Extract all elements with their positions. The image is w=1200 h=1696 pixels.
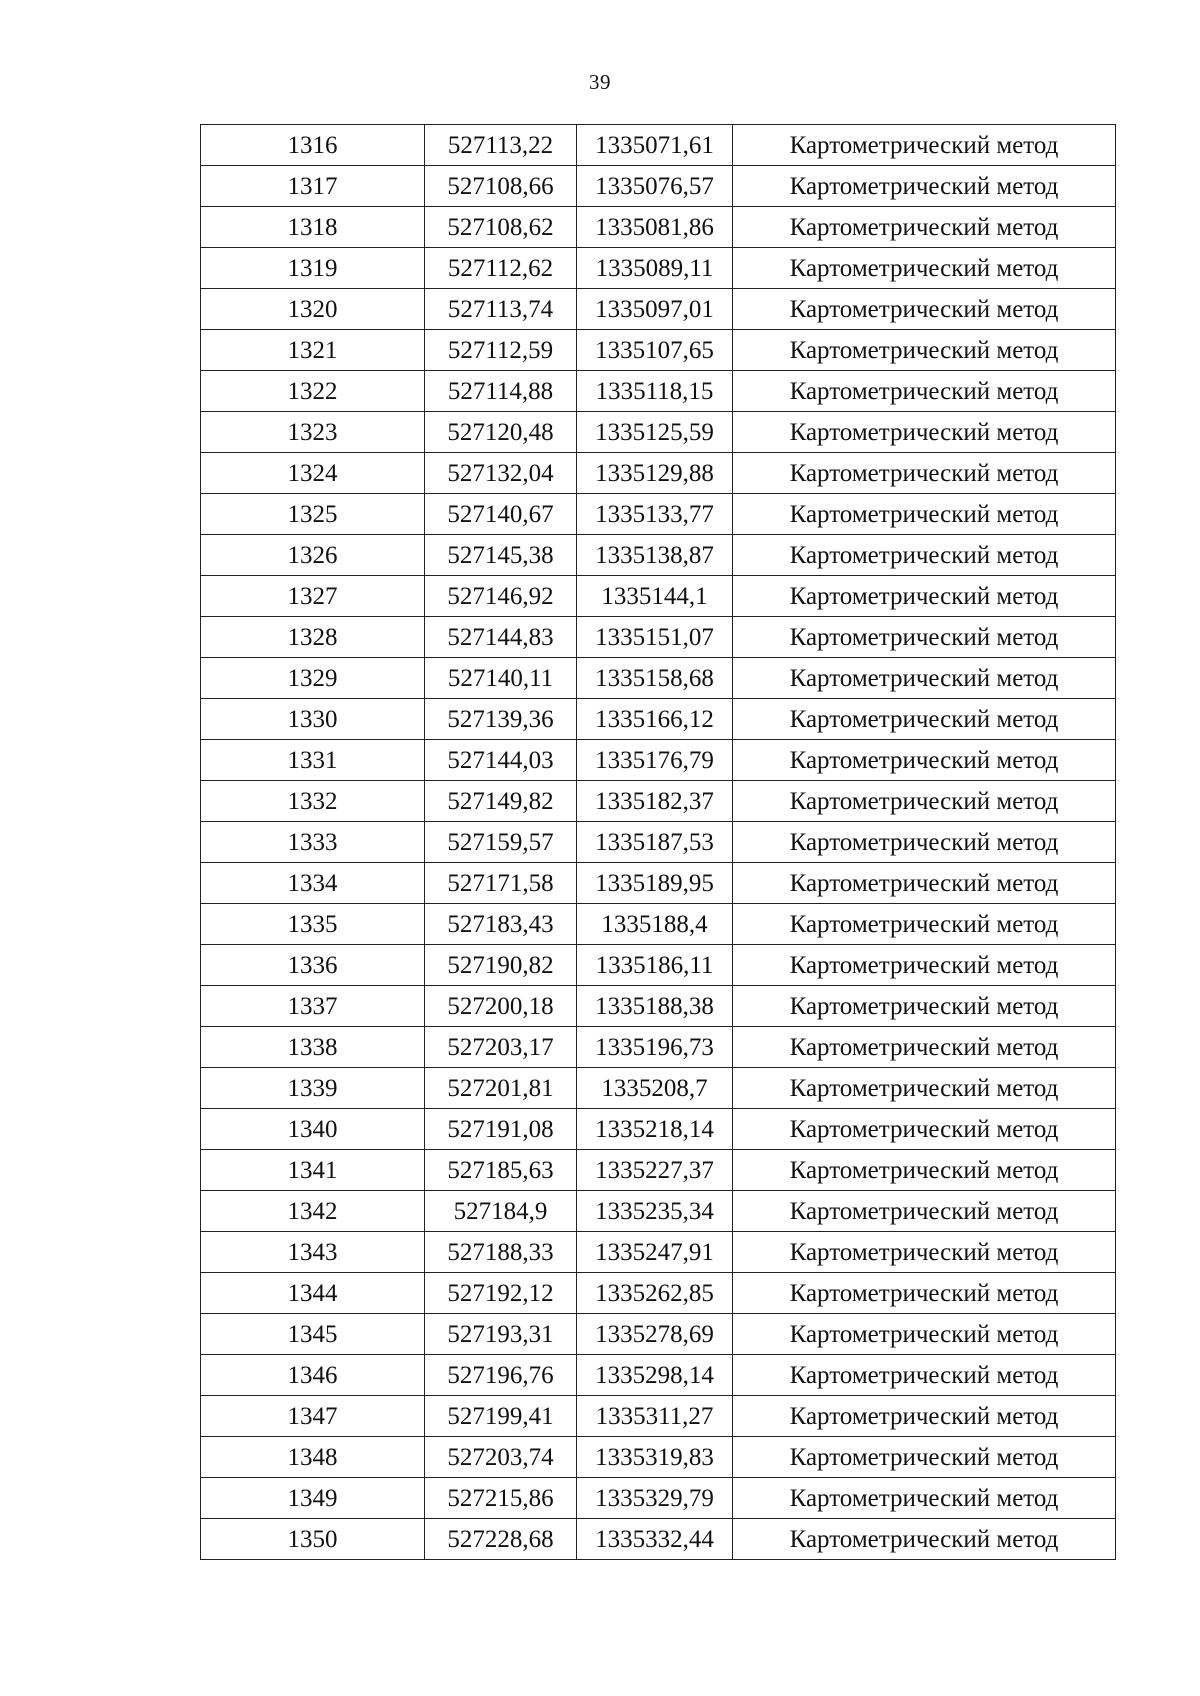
y-coordinate-cell: 1335182,37	[577, 781, 733, 822]
y-coordinate-cell: 1335151,07	[577, 617, 733, 658]
y-coordinate-cell: 1335262,85	[577, 1273, 733, 1314]
point-number-cell: 1347	[201, 1396, 425, 1437]
table-row	[201, 822, 1116, 863]
x-coordinate-cell: 527191,08	[425, 1109, 577, 1150]
table-row	[201, 1478, 1116, 1519]
y-coordinate-cell: 1335188,38	[577, 986, 733, 1027]
y-coordinate-cell: 1335298,14	[577, 1355, 733, 1396]
point-number-cell: 1339	[201, 1068, 425, 1109]
method-cell: Картометрический метод	[733, 1027, 1116, 1068]
method-cell: Картометрический метод	[733, 1109, 1116, 1150]
x-coordinate-cell: 527228,68	[425, 1519, 577, 1560]
method-cell: Картометрический метод	[733, 1191, 1116, 1232]
point-number-cell: 1346	[201, 1355, 425, 1396]
table-row	[201, 781, 1116, 822]
method-cell: Картометрический метод	[733, 699, 1116, 740]
table-row	[201, 1027, 1116, 1068]
method-cell: Картометрический метод	[733, 1314, 1116, 1355]
method-cell: Картометрический метод	[733, 1150, 1116, 1191]
y-coordinate-cell: 1335076,57	[577, 166, 733, 207]
x-coordinate-cell: 527200,18	[425, 986, 577, 1027]
table-row	[201, 1232, 1116, 1273]
table-row	[201, 1355, 1116, 1396]
method-cell: Картометрический метод	[733, 125, 1116, 166]
point-number-cell: 1328	[201, 617, 425, 658]
table-row	[201, 576, 1116, 617]
x-coordinate-cell: 527139,36	[425, 699, 577, 740]
y-coordinate-cell: 1335133,77	[577, 494, 733, 535]
point-number-cell: 1337	[201, 986, 425, 1027]
method-cell: Картометрический метод	[733, 1068, 1116, 1109]
method-cell: Картометрический метод	[733, 863, 1116, 904]
point-number-cell: 1322	[201, 371, 425, 412]
point-number-cell: 1336	[201, 945, 425, 986]
x-coordinate-cell: 527120,48	[425, 412, 577, 453]
x-coordinate-cell: 527184,9	[425, 1191, 577, 1232]
table-row	[201, 699, 1116, 740]
point-number-cell: 1316	[201, 125, 425, 166]
method-cell: Картометрический метод	[733, 1232, 1116, 1273]
x-coordinate-cell: 527171,58	[425, 863, 577, 904]
table-row	[201, 1068, 1116, 1109]
x-coordinate-cell: 527185,63	[425, 1150, 577, 1191]
table-row	[201, 166, 1116, 207]
method-cell: Картометрический метод	[733, 207, 1116, 248]
point-number-cell: 1329	[201, 658, 425, 699]
table-row	[201, 412, 1116, 453]
y-coordinate-cell: 1335196,73	[577, 1027, 733, 1068]
table-row	[201, 535, 1116, 576]
x-coordinate-cell: 527113,74	[425, 289, 577, 330]
x-coordinate-cell: 527188,33	[425, 1232, 577, 1273]
y-coordinate-cell: 1335129,88	[577, 453, 733, 494]
method-cell: Картометрический метод	[733, 986, 1116, 1027]
y-coordinate-cell: 1335189,95	[577, 863, 733, 904]
table-row	[201, 125, 1116, 166]
point-number-cell: 1350	[201, 1519, 425, 1560]
point-number-cell: 1326	[201, 535, 425, 576]
method-cell: Картометрический метод	[733, 1437, 1116, 1478]
x-coordinate-cell: 527199,41	[425, 1396, 577, 1437]
table-row	[201, 371, 1116, 412]
x-coordinate-cell: 527144,03	[425, 740, 577, 781]
method-cell: Картометрический метод	[733, 1396, 1116, 1437]
x-coordinate-cell: 527201,81	[425, 1068, 577, 1109]
y-coordinate-cell: 1335158,68	[577, 658, 733, 699]
x-coordinate-cell: 527112,62	[425, 248, 577, 289]
table-row	[201, 1109, 1116, 1150]
point-number-cell: 1333	[201, 822, 425, 863]
method-cell: Картометрический метод	[733, 740, 1116, 781]
table-row	[201, 1191, 1116, 1232]
x-coordinate-cell: 527114,88	[425, 371, 577, 412]
y-coordinate-cell: 1335329,79	[577, 1478, 733, 1519]
method-cell: Картометрический метод	[733, 412, 1116, 453]
y-coordinate-cell: 1335125,59	[577, 412, 733, 453]
y-coordinate-cell: 1335097,01	[577, 289, 733, 330]
method-cell: Картометрический метод	[733, 904, 1116, 945]
x-coordinate-cell: 527132,04	[425, 453, 577, 494]
method-cell: Картометрический метод	[733, 371, 1116, 412]
method-cell: Картометрический метод	[733, 289, 1116, 330]
table-row	[201, 1437, 1116, 1478]
point-number-cell: 1335	[201, 904, 425, 945]
table-row	[201, 248, 1116, 289]
method-cell: Картометрический метод	[733, 453, 1116, 494]
x-coordinate-cell: 527190,82	[425, 945, 577, 986]
y-coordinate-cell: 1335311,27	[577, 1396, 733, 1437]
y-coordinate-cell: 1335235,34	[577, 1191, 733, 1232]
table-row	[201, 494, 1116, 535]
x-coordinate-cell: 527146,92	[425, 576, 577, 617]
point-number-cell: 1319	[201, 248, 425, 289]
point-number-cell: 1344	[201, 1273, 425, 1314]
table-row	[201, 740, 1116, 781]
table-row	[201, 289, 1116, 330]
x-coordinate-cell: 527203,74	[425, 1437, 577, 1478]
table-row	[201, 904, 1116, 945]
point-number-cell: 1330	[201, 699, 425, 740]
y-coordinate-cell: 1335188,4	[577, 904, 733, 945]
method-cell: Картометрический метод	[733, 1519, 1116, 1560]
point-number-cell: 1348	[201, 1437, 425, 1478]
y-coordinate-cell: 1335144,1	[577, 576, 733, 617]
coordinates-table	[200, 124, 1116, 1560]
table-row	[201, 207, 1116, 248]
y-coordinate-cell: 1335107,65	[577, 330, 733, 371]
method-cell: Картометрический метод	[733, 781, 1116, 822]
point-number-cell: 1340	[201, 1109, 425, 1150]
table-row	[201, 986, 1116, 1027]
table-row	[201, 453, 1116, 494]
method-cell: Картометрический метод	[733, 617, 1116, 658]
point-number-cell: 1318	[201, 207, 425, 248]
x-coordinate-cell: 527145,38	[425, 535, 577, 576]
table-row	[201, 945, 1116, 986]
page-number: 39	[589, 70, 611, 94]
x-coordinate-cell: 527108,62	[425, 207, 577, 248]
x-coordinate-cell: 527112,59	[425, 330, 577, 371]
point-number-cell: 1331	[201, 740, 425, 781]
point-number-cell: 1338	[201, 1027, 425, 1068]
method-cell: Картометрический метод	[733, 166, 1116, 207]
y-coordinate-cell: 1335278,69	[577, 1314, 733, 1355]
coordinates-table-body	[201, 125, 1116, 1560]
method-cell: Картометрический метод	[733, 535, 1116, 576]
y-coordinate-cell: 1335208,7	[577, 1068, 733, 1109]
x-coordinate-cell: 527144,83	[425, 617, 577, 658]
table-row	[201, 1396, 1116, 1437]
method-cell: Картометрический метод	[733, 1478, 1116, 1519]
x-coordinate-cell: 527140,11	[425, 658, 577, 699]
y-coordinate-cell: 1335187,53	[577, 822, 733, 863]
x-coordinate-cell: 527215,86	[425, 1478, 577, 1519]
method-cell: Картометрический метод	[733, 1355, 1116, 1396]
y-coordinate-cell: 1335247,91	[577, 1232, 733, 1273]
x-coordinate-cell: 527149,82	[425, 781, 577, 822]
y-coordinate-cell: 1335218,14	[577, 1109, 733, 1150]
point-number-cell: 1324	[201, 453, 425, 494]
table-row	[201, 1273, 1116, 1314]
x-coordinate-cell: 527159,57	[425, 822, 577, 863]
table-row	[201, 617, 1116, 658]
x-coordinate-cell: 527193,31	[425, 1314, 577, 1355]
x-coordinate-cell: 527108,66	[425, 166, 577, 207]
point-number-cell: 1317	[201, 166, 425, 207]
point-number-cell: 1320	[201, 289, 425, 330]
point-number-cell: 1332	[201, 781, 425, 822]
y-coordinate-cell: 1335081,86	[577, 207, 733, 248]
x-coordinate-cell: 527192,12	[425, 1273, 577, 1314]
table-row	[201, 1314, 1116, 1355]
table-row	[201, 330, 1116, 371]
point-number-cell: 1321	[201, 330, 425, 371]
y-coordinate-cell: 1335227,37	[577, 1150, 733, 1191]
point-number-cell: 1323	[201, 412, 425, 453]
y-coordinate-cell: 1335138,87	[577, 535, 733, 576]
x-coordinate-cell: 527196,76	[425, 1355, 577, 1396]
x-coordinate-cell: 527140,67	[425, 494, 577, 535]
point-number-cell: 1327	[201, 576, 425, 617]
point-number-cell: 1342	[201, 1191, 425, 1232]
table-row	[201, 658, 1116, 699]
method-cell: Картометрический метод	[733, 658, 1116, 699]
table-row	[201, 1519, 1116, 1560]
y-coordinate-cell: 1335166,12	[577, 699, 733, 740]
method-cell: Картометрический метод	[733, 576, 1116, 617]
point-number-cell: 1345	[201, 1314, 425, 1355]
y-coordinate-cell: 1335118,15	[577, 371, 733, 412]
point-number-cell: 1341	[201, 1150, 425, 1191]
y-coordinate-cell: 1335089,11	[577, 248, 733, 289]
x-coordinate-cell: 527113,22	[425, 125, 577, 166]
method-cell: Картометрический метод	[733, 248, 1116, 289]
table-row	[201, 863, 1116, 904]
y-coordinate-cell: 1335071,61	[577, 125, 733, 166]
method-cell: Картометрический метод	[733, 494, 1116, 535]
y-coordinate-cell: 1335186,11	[577, 945, 733, 986]
point-number-cell: 1349	[201, 1478, 425, 1519]
x-coordinate-cell: 527203,17	[425, 1027, 577, 1068]
point-number-cell: 1334	[201, 863, 425, 904]
y-coordinate-cell: 1335176,79	[577, 740, 733, 781]
point-number-cell: 1325	[201, 494, 425, 535]
point-number-cell: 1343	[201, 1232, 425, 1273]
method-cell: Картометрический метод	[733, 1273, 1116, 1314]
method-cell: Картометрический метод	[733, 330, 1116, 371]
method-cell: Картометрический метод	[733, 822, 1116, 863]
table-row	[201, 1150, 1116, 1191]
method-cell: Картометрический метод	[733, 945, 1116, 986]
y-coordinate-cell: 1335319,83	[577, 1437, 733, 1478]
x-coordinate-cell: 527183,43	[425, 904, 577, 945]
y-coordinate-cell: 1335332,44	[577, 1519, 733, 1560]
